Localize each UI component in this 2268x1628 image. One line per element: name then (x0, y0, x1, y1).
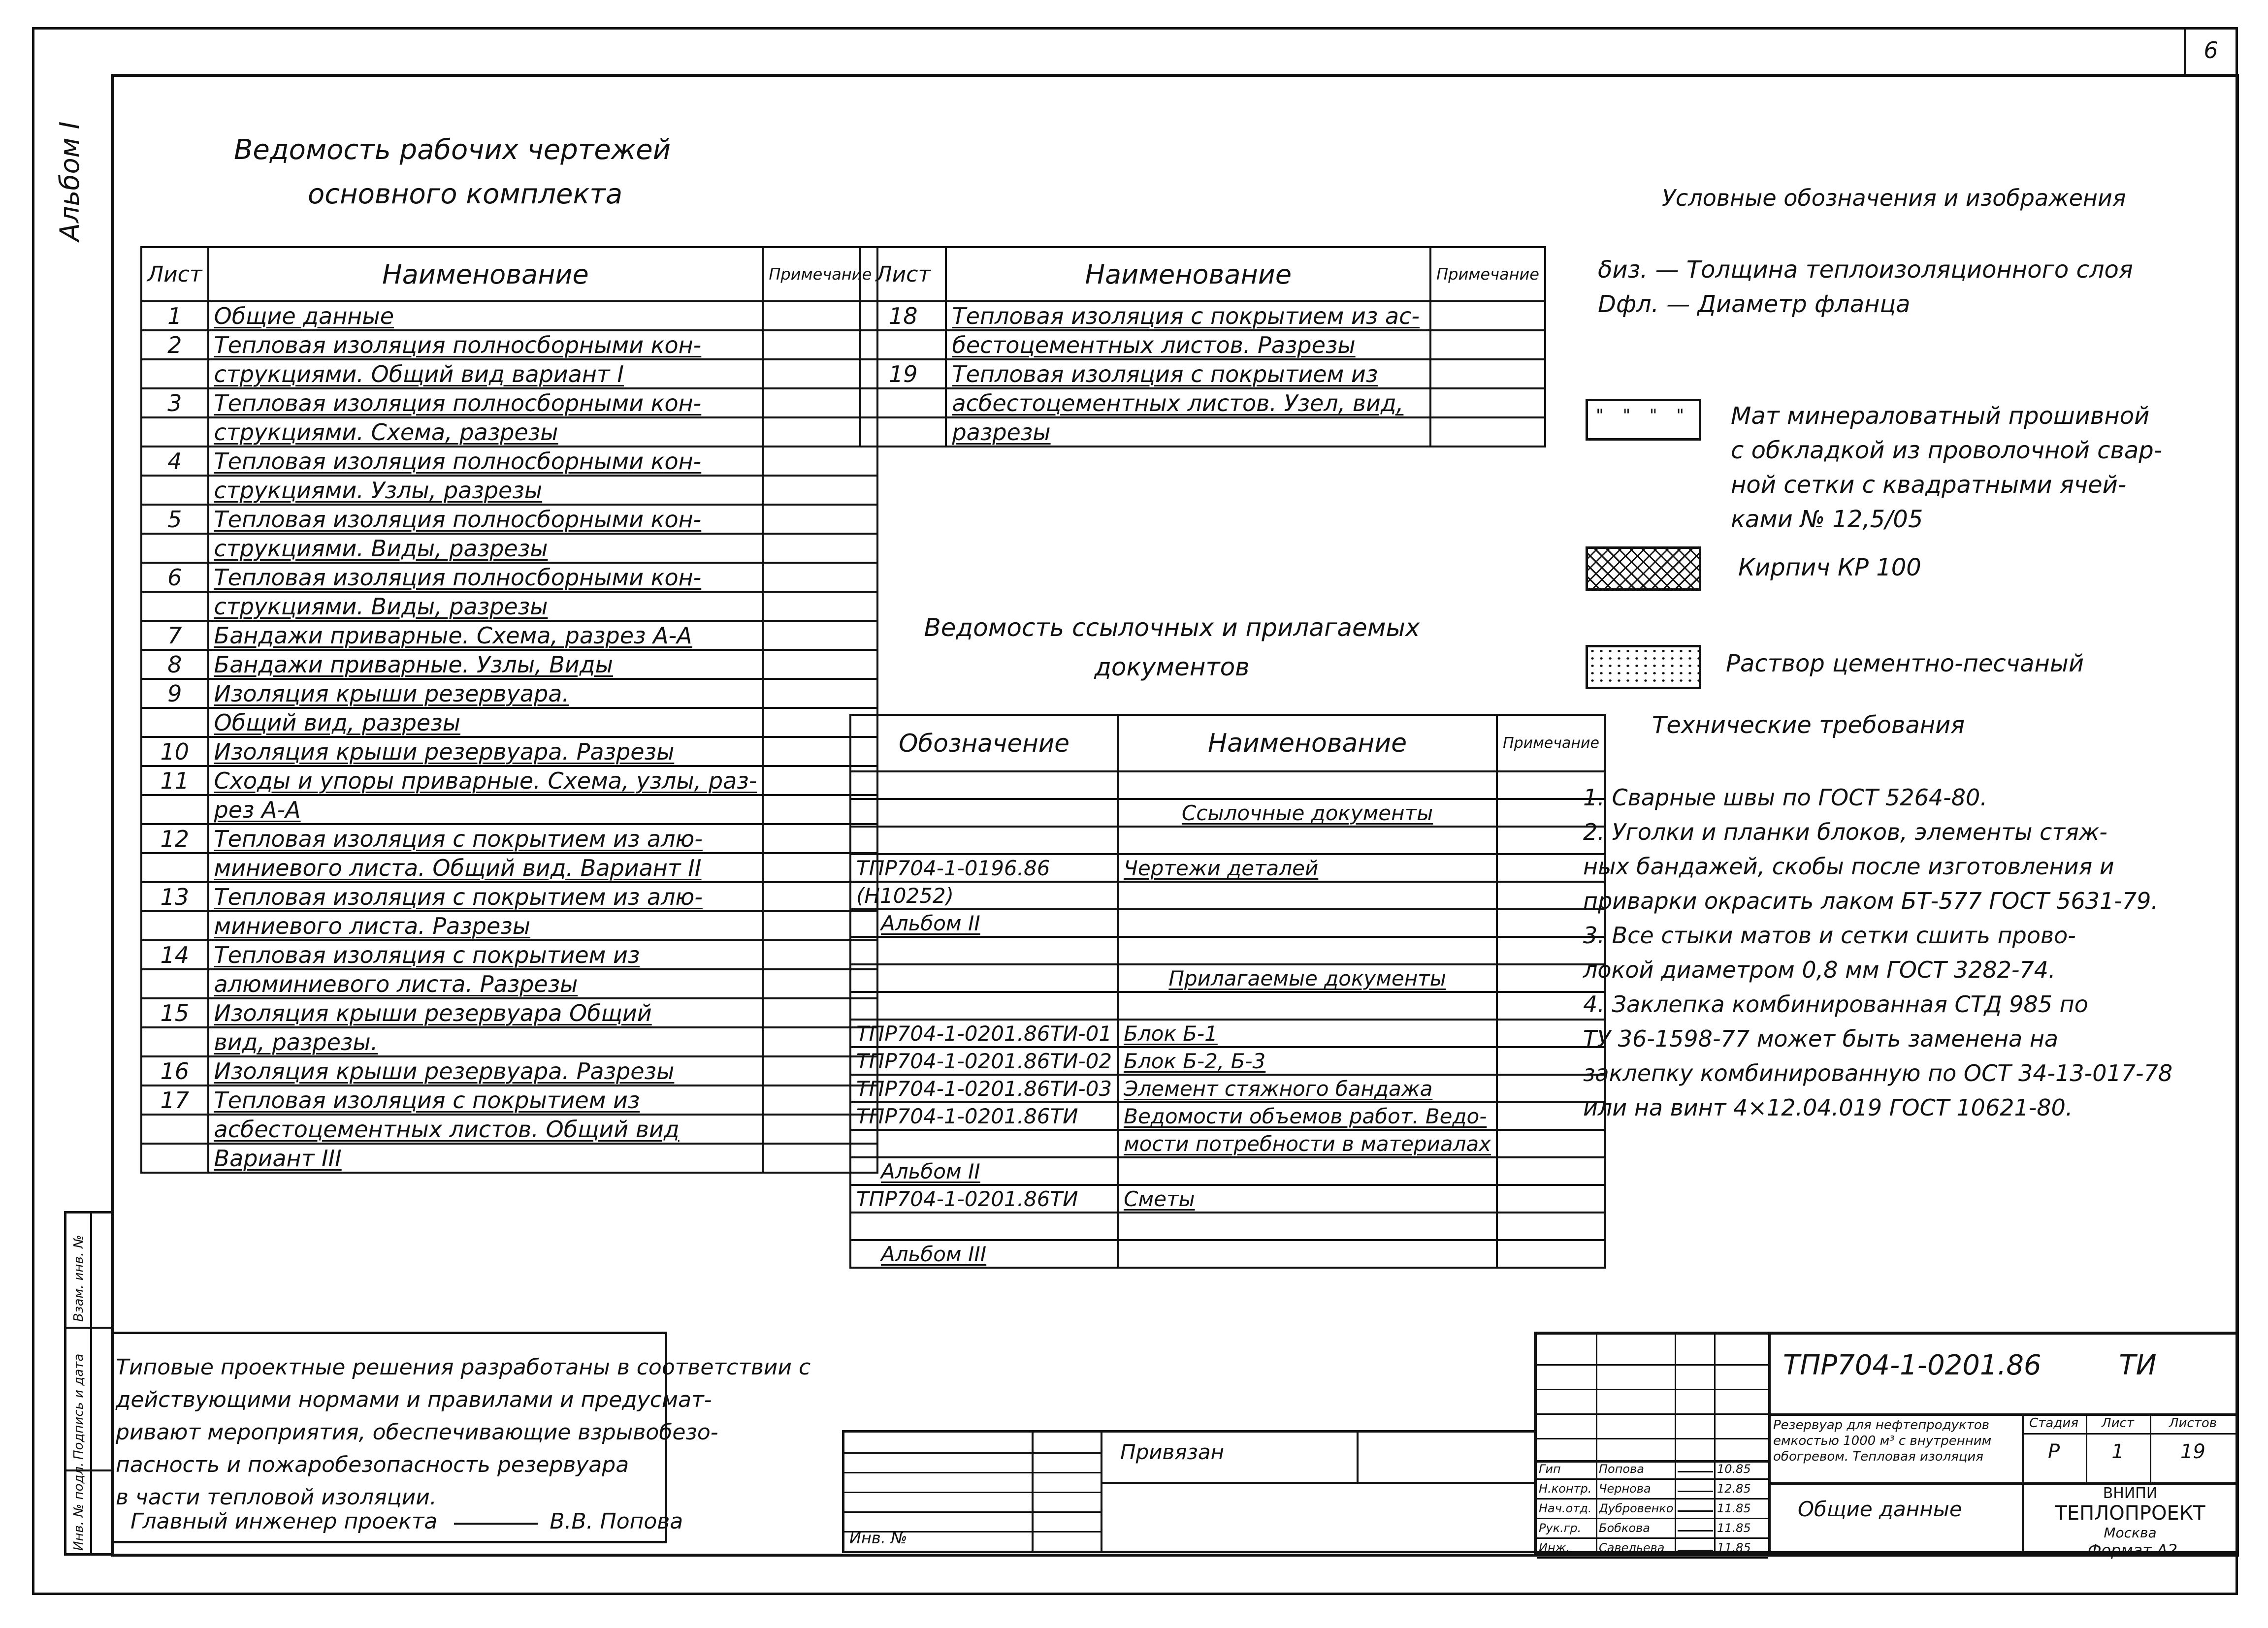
sheet-name-cell: асбестоцементных листов. Общий вид (208, 1115, 763, 1144)
sheet-note-cell (763, 476, 877, 505)
table-row (141, 824, 877, 853)
requirement-line: 4. Заклепка комбинированная СТД 985 по (1583, 991, 2088, 1018)
referenced-docs-table (849, 714, 1606, 1269)
designation-cell (850, 827, 1118, 854)
sheet-name-cell: Изоляция крыши резервуара. Разрезы (208, 737, 763, 766)
requirement-line: ных бандажей, скобы после изготовления и (1583, 853, 2114, 880)
table-row (141, 679, 877, 708)
table-row (850, 937, 1605, 964)
table-row (141, 795, 877, 824)
note-line: ривают мероприятия, обеспечивающие взрывобезо- (116, 1420, 718, 1445)
table-row (850, 854, 1605, 882)
table-row (141, 1115, 877, 1144)
document-name-cell: Блок Б-1 (1118, 1020, 1497, 1047)
sheet-name-cell: алюминиевого листа. Разрезы (208, 969, 763, 998)
sheets-header: Листов (2169, 1416, 2217, 1431)
project-description: Резервуар для нефтепродуктов емкостью 1000 м³ с внутренним обогревом. Тепловая изоляция (1773, 1418, 1992, 1464)
sheet-number-cell: 5 (141, 505, 208, 534)
table-row (850, 1185, 1605, 1213)
sheet-number-cell: 3 (141, 388, 208, 417)
sheet-name-cell: вид, разрезы. (208, 1027, 763, 1056)
table-row (141, 708, 877, 737)
designation-cell (850, 799, 1118, 827)
legend-mat-swatch: " " " " (1586, 399, 1701, 441)
working-drawings-table (140, 246, 878, 1174)
sheet-number-cell: 19 (860, 359, 946, 388)
sheet-name-cell: Изоляция крыши резервуара Общий (208, 998, 763, 1027)
sheet-number-cell (860, 388, 946, 417)
note-line: в части тепловой изоляции. (116, 1485, 437, 1510)
staff-role: Гип (1539, 1462, 1561, 1476)
doc-code-main: ТПР704-1-0201.86 (1783, 1349, 2041, 1381)
sheet-name-cell: Тепловая изоляция полносборными кон- (208, 563, 763, 592)
signature-mark (1678, 1462, 1713, 1472)
legend-mat-line1: Мат минераловатный прошивной (1731, 402, 2150, 430)
staff-date: 10.85 (1717, 1462, 1751, 1476)
document-name-cell (1118, 1213, 1497, 1240)
referenced-docs-title (876, 608, 1467, 687)
sheet-number-cell (860, 330, 946, 359)
stage-header: Стадия (2029, 1416, 2078, 1431)
sheet-name-cell: Тепловая изоляция полносборными кон- (208, 447, 763, 476)
sheet-name-cell: миниевого листа. Разрезы (208, 911, 763, 940)
document-name-cell (1118, 992, 1497, 1020)
binding-block (842, 1430, 1536, 1553)
staff-date: 11.85 (1717, 1521, 1751, 1535)
table-row (141, 650, 877, 679)
designation-cell: ТПР704-1-0201.86ТИ-03 (850, 1075, 1118, 1102)
margin-label-inv: Инв. № подл. (71, 1462, 86, 1551)
sheet-name-cell: Общий вид, разрезы (208, 708, 763, 737)
sheet-name-cell: бестоцементных листов. Разрезы (946, 330, 1430, 359)
org-line1: ВНИПИ (2103, 1485, 2158, 1502)
document-name-cell (1118, 937, 1497, 964)
note-block (111, 1332, 811, 1543)
sheet-note-cell (763, 505, 877, 534)
sheet-note-cell (763, 563, 877, 592)
sheet-number-cell (141, 795, 208, 824)
sheet-name-cell: асбестоцементных листов. Узел, вид, (946, 388, 1430, 417)
document-note-cell (1497, 1185, 1605, 1213)
margin-label-sign: Подпись и дата (71, 1353, 86, 1460)
sheet-number-cell: 16 (141, 1056, 208, 1085)
document-name-cell (1118, 882, 1497, 909)
sheet-name-cell: струкциями. Схема, разрезы (208, 417, 763, 447)
sheet-number-cell: 1 (141, 301, 208, 330)
table-row (141, 1085, 877, 1115)
sheet-name-cell: Тепловая изоляция с покрытием из ас- (946, 301, 1430, 330)
staff-name: Чернова (1599, 1482, 1651, 1496)
left-margin-strip (64, 1211, 113, 1556)
designation-cell (850, 937, 1118, 964)
signature-mark (1678, 1521, 1713, 1532)
sheet-note-cell (763, 621, 877, 650)
sheet-name-cell: струкциями. Виды, разрезы (208, 534, 763, 563)
sheet-header: Лист (2102, 1416, 2134, 1431)
sheet-name-cell: миниевого листа. Общий вид. Вариант II (208, 853, 763, 882)
requirement-line: локой диаметром 0,8 мм ГОСТ 3282-74. (1583, 957, 2056, 983)
title-block (1534, 1332, 2236, 1554)
table-row (850, 909, 1605, 937)
document-name-cell: Сметы (1118, 1185, 1497, 1213)
table-row (860, 417, 1545, 447)
staff-role: Инж. (1539, 1541, 1570, 1555)
table-row (850, 1240, 1605, 1268)
chief-engineer-row (130, 1509, 683, 1534)
document-name-cell (1118, 1157, 1497, 1185)
designation-cell: Альбом III (850, 1240, 1118, 1268)
table-row (141, 476, 877, 505)
sheets-value: 19 (2180, 1440, 2205, 1463)
sheet-name-cell: Общие данные (208, 301, 763, 330)
sheet-number-cell (141, 1027, 208, 1056)
document-name-cell: Ссылочные документы (1118, 799, 1497, 827)
designation-cell: ТПР704-1-0201.86ТИ (850, 1185, 1118, 1213)
sheet-number-cell: 12 (141, 824, 208, 853)
document-name-cell: Элемент стяжного бандажа (1118, 1075, 1497, 1102)
sheet-value: 1 (2111, 1440, 2124, 1463)
document-name-cell: Чертежи деталей (1118, 854, 1497, 882)
sheet-number-cell (141, 417, 208, 447)
sheet-number-cell: 15 (141, 998, 208, 1027)
table-row (850, 771, 1605, 799)
signature-mark (1678, 1482, 1713, 1492)
staff-row (1537, 1500, 1768, 1519)
sheet-note-cell (1430, 359, 1545, 388)
working-drawings-title-line2: основного комплекта (308, 178, 623, 210)
document-name-cell (1118, 827, 1497, 854)
org-line3: Москва (2104, 1525, 2157, 1541)
designation-cell (850, 771, 1118, 799)
document-name-cell: Блок Б-2, Б-3 (1118, 1047, 1497, 1075)
sheet-number-cell: 18 (860, 301, 946, 330)
col-docnote-header: Примечание (1497, 715, 1605, 771)
designation-cell: Альбом II (850, 909, 1118, 937)
document-name-cell: Ведомости объемов работ. Ведо- (1118, 1102, 1497, 1130)
legend-mortar-text: Раствор цементно-песчаный (1726, 650, 2084, 677)
staff-date: 11.85 (1717, 1541, 1751, 1555)
table-row (141, 766, 877, 795)
document-name-cell: мости потребности в материалах (1118, 1130, 1497, 1157)
album-label: Альбом I (54, 121, 85, 241)
sheet-note-cell (1430, 301, 1545, 330)
sheet-number-cell: 11 (141, 766, 208, 795)
sheet-name-cell: Тепловая изоляция с покрытием из (208, 940, 763, 969)
document-name-cell (1118, 909, 1497, 937)
designation-cell: (Н10252) (850, 882, 1118, 909)
sheet-number-cell: 8 (141, 650, 208, 679)
table-row (141, 592, 877, 621)
working-drawings-title (234, 128, 671, 217)
sheet-name-cell: Изоляция крыши резервуара. Разрезы (208, 1056, 763, 1085)
sheet-number-cell: 17 (141, 1085, 208, 1115)
requirement-line: или на винт 4×12.04.019 ГОСТ 10621-80. (1583, 1094, 2073, 1121)
sheet-note-cell (763, 679, 877, 708)
legend-abbr-2: Dфл. — Диаметр фланца (1598, 290, 1911, 318)
table-row (860, 359, 1545, 388)
staff-rows (1537, 1460, 1768, 1559)
sheet-number-cell: 4 (141, 447, 208, 476)
table-row (141, 969, 877, 998)
table-row (850, 964, 1605, 992)
requirement-line: заклепку комбинированную по ОСТ 34-13-017-78 (1583, 1060, 2173, 1086)
designation-cell: ТПР704-1-0201.86ТИ (850, 1102, 1118, 1130)
document-note-cell (1497, 1157, 1605, 1185)
sheet-name-cell: разрезы (946, 417, 1430, 447)
working-drawings-table-continued (859, 246, 1546, 447)
staff-role: Н.контр. (1539, 1482, 1592, 1496)
doc-code-suffix: ТИ (2119, 1349, 2157, 1381)
staff-name: Бобкова (1599, 1521, 1650, 1535)
legend-brick-text: Кирпич КР 100 (1738, 554, 1921, 581)
requirement-line: ТУ 36-1598-77 может быть заменена на (1583, 1025, 2059, 1052)
table-row (141, 330, 877, 359)
table-row (141, 1027, 877, 1056)
sheet-name-cell: Тепловая изоляция с покрытием из алю- (208, 824, 763, 853)
sheet-name-cell: Тепловая изоляция полносборными кон- (208, 505, 763, 534)
document-note-cell (1497, 1213, 1605, 1240)
staff-role: Нач.отд. (1539, 1501, 1592, 1515)
table-row (141, 417, 877, 447)
table-row (850, 1213, 1605, 1240)
legend-mat-line2: с обкладкой из проволочной свар- (1731, 437, 2163, 464)
col-note-header-2: Примечание (1430, 247, 1545, 301)
table-row (141, 563, 877, 592)
designation-cell: ТПР704-1-0201.86ТИ-02 (850, 1047, 1118, 1075)
table-row (850, 1102, 1605, 1130)
requirement-line: 3. Все стыки матов и сетки сшить прово- (1583, 922, 2076, 949)
col-sheet-header-2: Лист (860, 247, 946, 301)
col-note-header: Примечание (763, 247, 877, 301)
working-drawings-title-line1: Ведомость рабочих чертежей (234, 134, 671, 166)
table-row (141, 359, 877, 388)
sheet-number-cell (141, 592, 208, 621)
designation-cell (850, 992, 1118, 1020)
sheet-number-box (2184, 27, 2236, 76)
designation-cell: ТПР704-1-0196.86 (850, 854, 1118, 882)
signature-mark (1678, 1541, 1713, 1551)
sheet-note-cell (1430, 417, 1545, 447)
org-line2: ТЕПЛОПРОЕКТ (2055, 1502, 2205, 1525)
sheet-number-cell: 9 (141, 679, 208, 708)
table-row (141, 621, 877, 650)
col-name-header-2: Наименование (946, 247, 1430, 301)
requirement-line: 2. Уголки и планки блоков, элементы стяж- (1583, 819, 2107, 845)
designation-cell: ТПР704-1-0201.86ТИ-01 (850, 1020, 1118, 1047)
col-sheet-header: Лист (141, 247, 208, 301)
sheet-number-cell (141, 534, 208, 563)
document-note-cell (1497, 1240, 1605, 1268)
staff-name: Дубровенко (1599, 1501, 1674, 1515)
table-row (141, 737, 877, 766)
designation-cell (850, 964, 1118, 992)
sheet-number-cell: 2 (141, 330, 208, 359)
table-row (141, 853, 877, 882)
sheet-number-cell (141, 969, 208, 998)
sheet-number-cell: 14 (141, 940, 208, 969)
staff-name: Попова (1599, 1462, 1644, 1476)
table-row (141, 1144, 877, 1173)
sheet-name-cell: Бандажи приварные. Узлы, Виды (208, 650, 763, 679)
sheet-number-cell (141, 476, 208, 505)
table-row (850, 882, 1605, 909)
requirement-line: приварки окрасить лаком БТ-577 ГОСТ 5631-79. (1583, 888, 2159, 914)
table-row (850, 992, 1605, 1020)
referenced-docs-title-line2: документов (1094, 653, 1250, 681)
sheet-number-cell: 7 (141, 621, 208, 650)
chief-engineer-label: Главный инженер проекта (130, 1509, 438, 1534)
requirements-list (1583, 780, 2172, 1125)
sheet-name-cell: Сходы и упоры приварные. Схема, узлы, раз- (208, 766, 763, 795)
table-row (850, 1157, 1605, 1185)
sheet-note-cell (1430, 330, 1545, 359)
document-note-cell (1497, 1130, 1605, 1157)
table-row (141, 301, 877, 330)
stage-value: Р (2047, 1440, 2060, 1463)
document-name-cell (1118, 1240, 1497, 1268)
staff-role: Рук.гр. (1539, 1521, 1582, 1535)
sheet-number-cell (141, 853, 208, 882)
sheet-note-cell (763, 534, 877, 563)
note-line: Типовые проектные решения разработаны в соответствии с (116, 1355, 811, 1380)
legend-mat-line4: ками № 12,5/05 (1731, 506, 1923, 533)
sheet-number-cell: 13 (141, 882, 208, 911)
binding-label: Привязан (1120, 1440, 1225, 1464)
sheet-name-cell: Тепловая изоляция с покрытием из (208, 1085, 763, 1115)
sheet-number-cell (860, 417, 946, 447)
staff-row (1537, 1519, 1768, 1539)
sheet-name-cell: Тепловая изоляция полносборными кон- (208, 388, 763, 417)
note-line: действующими нормами и правилами и предусмат- (116, 1387, 712, 1412)
sheet-name-cell: рез А-А (208, 795, 763, 824)
table-row (141, 505, 877, 534)
col-designation-header: Обозначение (850, 715, 1118, 771)
legend-mat-line3: ной сетки с квадратными ячей- (1731, 471, 2127, 499)
document-name-cell: Прилагаемые документы (1118, 964, 1497, 992)
table-row (850, 1075, 1605, 1102)
inv-number-label: Инв. № (849, 1529, 907, 1547)
staff-date: 11.85 (1717, 1501, 1751, 1515)
sheet-name-cell: Тепловая изоляция с покрытием из (946, 359, 1430, 388)
table-row (850, 827, 1605, 854)
sheet-number-cell (141, 359, 208, 388)
staff-row (1537, 1480, 1768, 1500)
designation-cell (850, 1213, 1118, 1240)
table-row (850, 1047, 1605, 1075)
legend-mat-text (1731, 399, 2162, 537)
referenced-docs-title-line1: Ведомость ссылочных и прилагаемых (924, 613, 1420, 642)
staff-row (1537, 1460, 1768, 1480)
sheet-note-cell (1430, 388, 1545, 417)
sheet-name-cell: Вариант III (208, 1144, 763, 1173)
table-row (141, 1056, 877, 1085)
designation-cell: Альбом II (850, 1157, 1118, 1185)
sheet-number-cell: 6 (141, 563, 208, 592)
sheet-number-cell (141, 708, 208, 737)
legend-abbr-1: δиз. — Толщина теплоизоляционного слоя (1598, 256, 2133, 284)
designation-cell (850, 1130, 1118, 1157)
table-row (860, 388, 1545, 417)
sheet-name-cell: струкциями. Узлы, разрезы (208, 476, 763, 505)
sheet-name-cell: Тепловая изоляция с покрытием из алю- (208, 882, 763, 911)
table-row (850, 799, 1605, 827)
staff-date: 12.85 (1717, 1482, 1751, 1496)
staff-row (1537, 1539, 1768, 1559)
doc-code (1783, 1349, 2157, 1381)
sheet-number: 6 (2203, 37, 2218, 64)
table-row (850, 1020, 1605, 1047)
document-name-cell (1118, 771, 1497, 799)
sheet-number-cell (141, 1144, 208, 1173)
note-line: пасность и пожаробезопасность резервуара (116, 1452, 629, 1477)
sheet-number-cell (141, 1115, 208, 1144)
requirements-title: Технические требования (1652, 711, 1965, 739)
sheet-number-cell (141, 911, 208, 940)
col-name-header: Наименование (208, 247, 763, 301)
table-row (141, 940, 877, 969)
sheet-name-cell: струкциями. Общий вид вариант I (208, 359, 763, 388)
col-docname-header: Наименование (1118, 715, 1497, 771)
sheet-note-cell (763, 592, 877, 621)
table-row (141, 998, 877, 1027)
chief-engineer-name: В.В. Попова (550, 1509, 683, 1534)
table-row (860, 330, 1545, 359)
table-row (860, 301, 1545, 330)
table-row (141, 882, 877, 911)
margin-label-replace: Взам. инв. № (71, 1235, 86, 1322)
sheet-name-cell: Бандажи приварные. Схема, разрез А-А (208, 621, 763, 650)
table-row (850, 1130, 1605, 1157)
table-row (141, 911, 877, 940)
legend-brick-swatch (1586, 546, 1701, 591)
table-row (141, 388, 877, 417)
sheet-note-cell (763, 650, 877, 679)
staff-name: Савельева (1599, 1541, 1665, 1555)
sheet-note-cell (763, 447, 877, 476)
table-row (141, 447, 877, 476)
note-lines (116, 1351, 810, 1514)
sheet-name-cell: Тепловая изоляция полносборными кон- (208, 330, 763, 359)
legend-title: Условные обозначения и изображения (1662, 185, 2126, 211)
requirement-line: 1. Сварные швы по ГОСТ 5264-80. (1583, 784, 1987, 811)
organization (2024, 1485, 2236, 1541)
signature-scribble (454, 1523, 538, 1525)
sheet-title: Общие данные (1798, 1497, 1962, 1521)
sheet-name-cell: Изоляция крыши резервуара. (208, 679, 763, 708)
format-label: Формат А2 (2088, 1541, 2178, 1560)
signature-mark (1678, 1501, 1713, 1512)
legend-mortar-swatch (1586, 645, 1701, 689)
table-row (141, 534, 877, 563)
sheet-number-cell: 10 (141, 737, 208, 766)
sheet-name-cell: струкциями. Виды, разрезы (208, 592, 763, 621)
